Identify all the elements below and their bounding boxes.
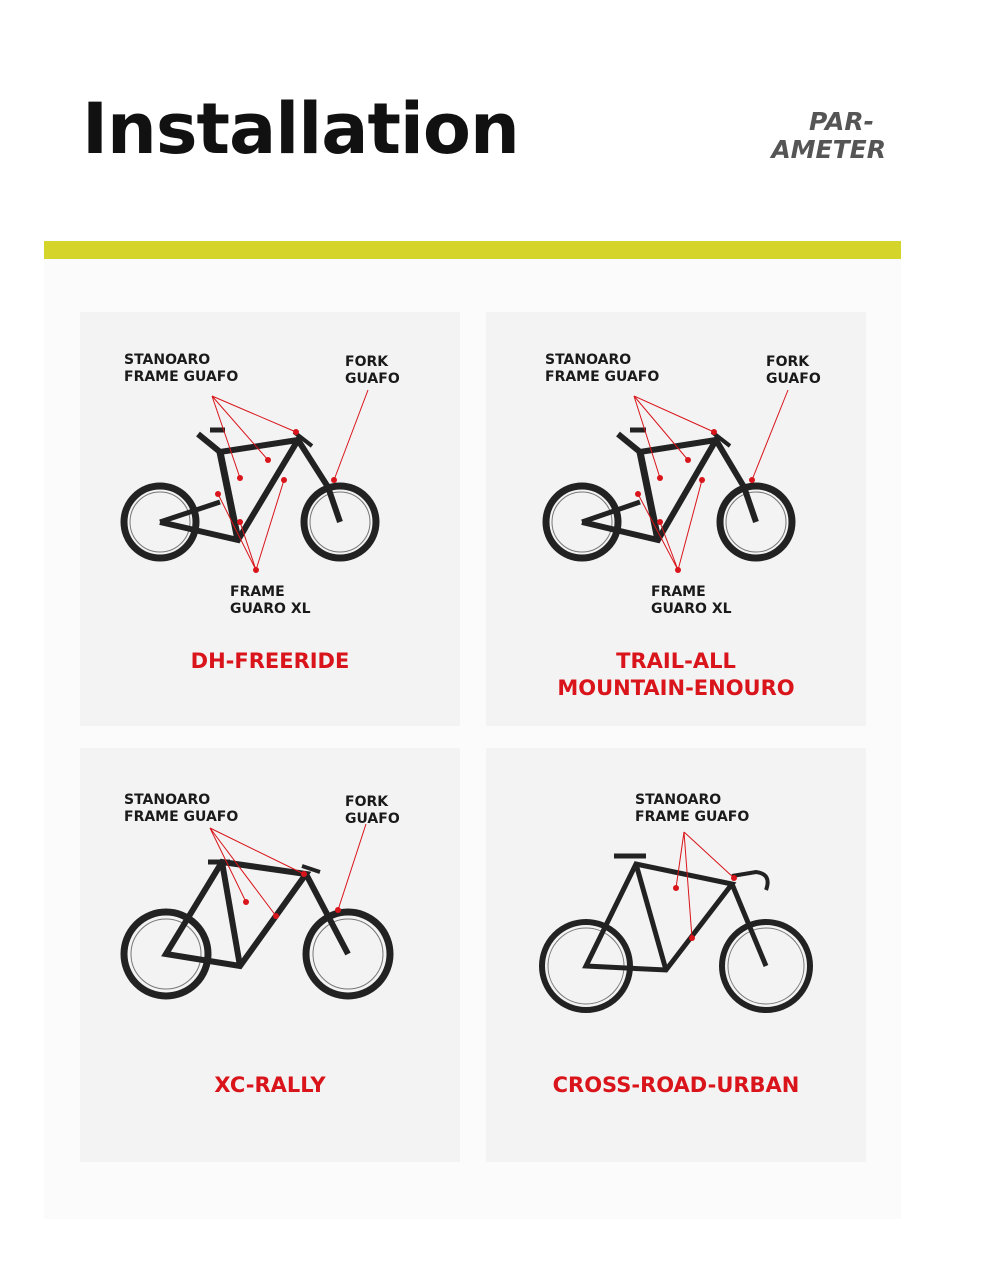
card-xc-rally (80, 748, 460, 1162)
fork-guard-label: FORK GUAFO (345, 354, 400, 387)
card-dh-freeride (80, 312, 460, 726)
frame-guard-label: STANOARO FRAME GUAFO (124, 792, 239, 825)
page-title: Installation (82, 88, 519, 170)
category-title: CROSS-ROAD-URBAN (552, 1073, 800, 1097)
card-cross-road-urban (486, 748, 866, 1162)
brand-logo-line1: PAR- (808, 107, 874, 136)
fork-guard-label: FORK GUAFO (345, 794, 400, 827)
category-title: DH-FREERIDE (190, 649, 350, 673)
frame-guard-xl-label: FRAME GUARO XL (230, 584, 311, 617)
category-title: XC-RALLY (214, 1073, 326, 1097)
fork-guard-label: FORK GUAFO (766, 354, 821, 387)
category-title: TRAIL-ALL MOUNTAIN-ENOURO (557, 649, 795, 700)
frame-guard-xl-label: FRAME GUARO XL (651, 584, 732, 617)
brand-logo (736, 108, 886, 164)
accent-divider (44, 241, 901, 259)
frame-guard-label: STANOARO FRAME GUAFO (635, 792, 750, 825)
brand-logo-line2: AMETER (771, 135, 886, 164)
card-trail-all-mountain (486, 312, 866, 726)
frame-guard-label: STANOARO FRAME GUAFO (124, 352, 239, 385)
frame-guard-label: STANOARO FRAME GUAFO (545, 352, 660, 385)
